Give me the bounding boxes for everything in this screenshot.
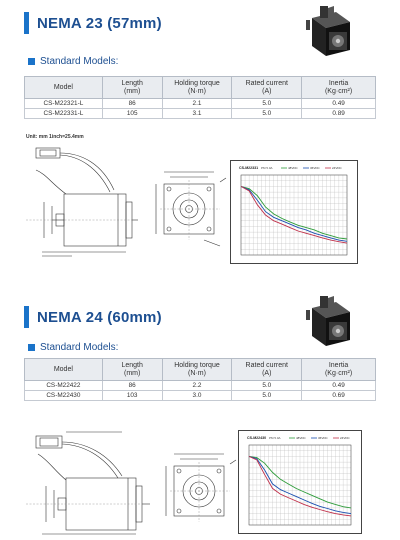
title-accent	[24, 12, 29, 34]
section-title-bar	[24, 12, 162, 34]
chart-title: CS-M22430	[247, 436, 267, 440]
table-row: CS-M22430 103 3.0 5.0 0.69	[25, 391, 376, 401]
col-header-length: Length (mm)	[102, 359, 162, 381]
unit-note: Unit: mm 1inch=25.4mm	[26, 134, 84, 140]
col-header-inertia: Inertia (Kg·cm²)	[302, 359, 376, 381]
motor-photo	[298, 4, 358, 60]
motor-photo	[298, 294, 358, 350]
chart-subtitle: PM 5.0A	[261, 166, 273, 170]
col-header-inertia: Inertia (Kg·cm²)	[302, 77, 376, 99]
torque-curve-chart	[230, 160, 358, 264]
motor-side-drawing	[22, 144, 140, 262]
standard-models-label: Standard Models:	[28, 56, 118, 67]
standard-models-label: Standard Models:	[28, 342, 118, 353]
motor-front-drawing	[150, 168, 228, 250]
bullet-square	[28, 344, 35, 351]
legend-label: 36VDC	[318, 436, 328, 441]
col-header-torque: Holding torque (N·m)	[162, 77, 232, 99]
spec-table	[24, 358, 376, 401]
motor-side-drawing	[22, 426, 152, 536]
col-header-torque: Holding torque (N·m)	[162, 359, 232, 381]
col-header-current: Rated current (A)	[232, 77, 302, 99]
chart-subtitle: PM 5.0A	[269, 436, 281, 440]
spec-table	[24, 76, 376, 119]
torque-curve-svg	[239, 431, 363, 535]
chart-title: CS-M22331	[239, 166, 259, 170]
torque-curve-chart	[238, 430, 362, 534]
table-row: CS-M22331-L 105 3.1 5.0 0.89	[25, 109, 376, 119]
col-header-current: Rated current (A)	[232, 359, 302, 381]
torque-curve-svg	[231, 161, 359, 265]
table-row: CS-M22321-L 86 2.1 5.0 0.49	[25, 99, 376, 109]
bullet-square	[28, 58, 35, 65]
section-title: NEMA 24 (60mm)	[37, 308, 162, 326]
legend-label: 36VDC	[310, 166, 320, 171]
section-title: NEMA 23 (57mm)	[37, 14, 162, 32]
col-header-model: Model	[25, 359, 103, 381]
col-header-length: Length (mm)	[102, 77, 162, 99]
section-title-bar	[24, 306, 162, 328]
legend-label: 24VDC	[340, 436, 350, 441]
legend-label: 48VDC	[288, 166, 298, 171]
table-row: CS-M22422 86 2.2 5.0 0.49	[25, 381, 376, 391]
legend-label: 48VDC	[296, 436, 306, 441]
motor-front-drawing	[160, 450, 238, 532]
col-header-model: Model	[25, 77, 103, 99]
section-nema24	[0, 290, 400, 540]
title-accent	[24, 306, 29, 328]
legend-label: 24VDC	[332, 166, 342, 171]
